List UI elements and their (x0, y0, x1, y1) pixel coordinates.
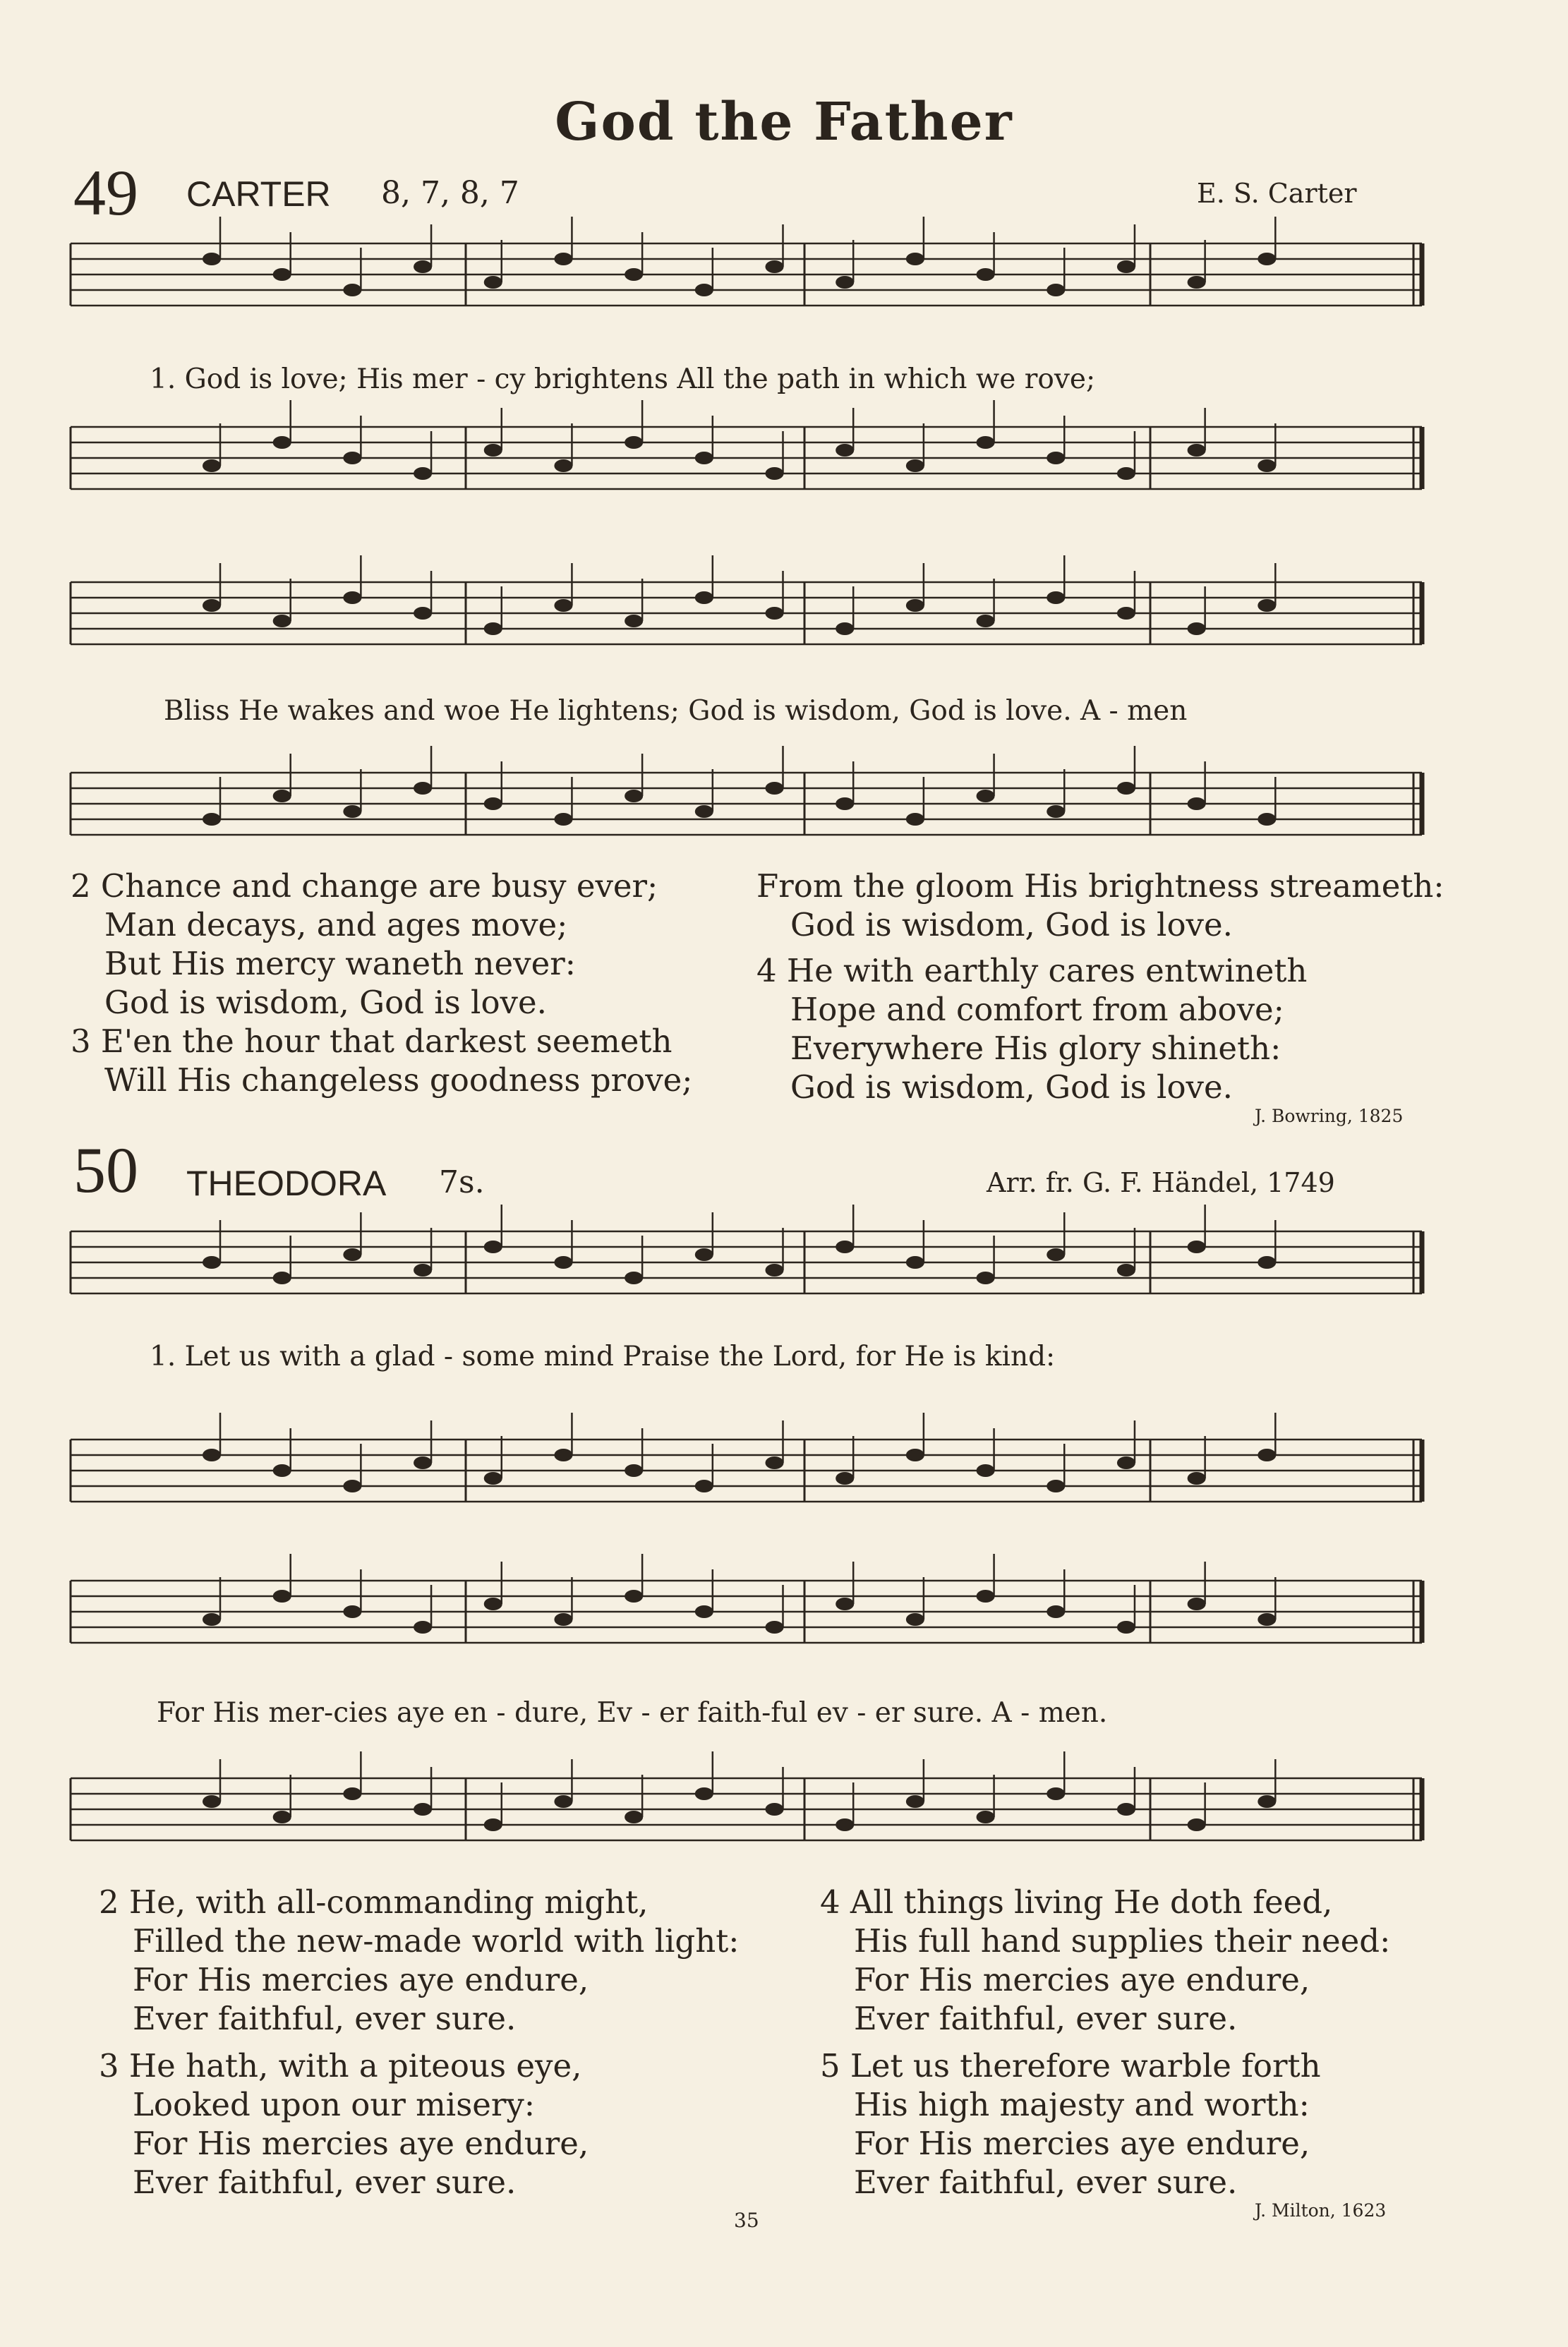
note-head (695, 1787, 713, 1800)
stanza-line: His high majesty and worth: (854, 2086, 1310, 2123)
note-head (554, 1795, 572, 1808)
note-head (625, 268, 643, 281)
note-head (1258, 253, 1276, 265)
note-head (906, 1256, 924, 1269)
stanza-line: God is wisdom, God is love. (104, 984, 547, 1021)
note-head (1117, 260, 1135, 273)
note-head (766, 467, 784, 480)
note-head (906, 599, 924, 612)
note-head (1047, 1480, 1065, 1492)
note-head (766, 1803, 784, 1816)
hymn-50-lyrics-line-1: 1. Let us with a glad - some mind Praise the Lord, for He is kind: (150, 1341, 1056, 1372)
hymn-49-verse-col-2 (756, 867, 1445, 1106)
note-head (1258, 599, 1276, 612)
note-head (906, 813, 924, 826)
hymn-49-bass-staff-1 (71, 427, 1422, 492)
note-head (977, 790, 995, 802)
note-head (836, 1598, 854, 1610)
note-head (695, 452, 713, 464)
note-head (836, 797, 854, 810)
hymn-50-author: J. Milton, 1623 (1255, 2200, 1387, 2221)
note-head (625, 790, 643, 802)
note-head (695, 1480, 713, 1492)
stanza-line: His full hand supplies their need: (854, 1922, 1391, 1960)
hymn-50-verse-col-2 (820, 1883, 1390, 2202)
note-head (1117, 1621, 1135, 1634)
stanza-line: For His mercies aye endure, (854, 1961, 1310, 1998)
note-head (1117, 1803, 1135, 1816)
note-head (554, 253, 572, 265)
stanza-line: From the gloom His brightness streameth: (756, 867, 1445, 905)
note-head (203, 813, 221, 826)
note-head (1117, 1456, 1135, 1469)
note-head (766, 1456, 784, 1469)
note-head (1258, 813, 1276, 826)
note-head (343, 284, 361, 296)
note-head (343, 1480, 361, 1492)
note-head (906, 253, 924, 265)
note-head (625, 1464, 643, 1477)
note-head (1188, 797, 1206, 810)
note-head (977, 615, 995, 627)
note-head (1188, 444, 1206, 457)
note-head (273, 436, 291, 449)
note-head (484, 444, 502, 457)
hymn-50-meter: 7s. (439, 1164, 485, 1200)
stanza-line: Will His changeless goodness prove; (104, 1061, 693, 1099)
note-head (484, 1472, 502, 1485)
note-head (554, 459, 572, 472)
note-head (273, 615, 291, 627)
note-head (906, 1449, 924, 1461)
stanza-line: Ever faithful, ever sure. (854, 2000, 1238, 2037)
note-head (554, 1613, 572, 1626)
hymn-50-bass-staff-1 (71, 1440, 1422, 1504)
note-head (1117, 467, 1135, 480)
note-head (414, 1456, 432, 1469)
hymn-49-lyrics-line-1: 1. God is love; His mer - cy brightens All the path in which we rove; (150, 363, 1096, 395)
stanza-line: But His mercy waneth never: (104, 945, 576, 982)
hymn-49-meter: 8, 7, 8, 7 (381, 175, 519, 211)
note-head (484, 1598, 502, 1610)
note-head (906, 1795, 924, 1808)
note-head (1047, 1248, 1065, 1261)
note-head (1047, 1605, 1065, 1618)
hymn-50-number: 50 (73, 1134, 138, 1206)
note-head (1047, 1787, 1065, 1800)
note-head (203, 599, 221, 612)
note-head (977, 436, 995, 449)
note-head (625, 436, 643, 449)
note-head (1047, 452, 1065, 464)
stanza-line: 3 E'en the hour that darkest seemeth (71, 1022, 673, 1060)
note-head (203, 1256, 221, 1269)
hymn-49-verse-col-1 (71, 867, 692, 1099)
note-head (414, 467, 432, 480)
note-head (414, 1621, 432, 1634)
note-head (977, 1590, 995, 1603)
note-head (766, 607, 784, 620)
note-head (1047, 284, 1065, 296)
note-head (695, 1605, 713, 1618)
hymn-49-treble-staff-2 (71, 582, 1422, 647)
stanza-line: 2 He, with all-commanding might, (99, 1883, 649, 1921)
note-head (1258, 1256, 1276, 1269)
hymn-49-author: J. Bowring, 1825 (1255, 1106, 1404, 1126)
note-head (625, 1272, 643, 1284)
note-head (1047, 591, 1065, 604)
note-head (273, 1272, 291, 1284)
note-head (414, 1803, 432, 1816)
note-head (766, 1621, 784, 1634)
note-head (695, 805, 713, 818)
note-head (1047, 805, 1065, 818)
note-head (203, 1449, 221, 1461)
note-head (766, 782, 784, 795)
note-head (766, 260, 784, 273)
stanza-line: 4 He with earthly cares entwineth (756, 952, 1308, 989)
hymn-50-tune-name: THEODORA (186, 1164, 387, 1203)
hymn-49-composer: E. S. Carter (1197, 178, 1357, 209)
note-head (977, 1272, 995, 1284)
note-head (906, 459, 924, 472)
stanza-line: For His mercies aye endure, (133, 1961, 589, 1998)
note-head (554, 813, 572, 826)
note-head (1188, 1818, 1206, 1831)
note-head (977, 268, 995, 281)
note-head (484, 797, 502, 810)
stanza-line: 3 He hath, with a piteous eye, (99, 2047, 582, 2084)
note-head (343, 805, 361, 818)
note-head (1258, 1795, 1276, 1808)
note-head (625, 615, 643, 627)
note-head (273, 268, 291, 281)
note-head (836, 1472, 854, 1485)
note-head (343, 452, 361, 464)
note-head (554, 1449, 572, 1461)
hymn-50-treble-staff-1 (71, 1231, 1422, 1296)
note-head (695, 1248, 713, 1261)
note-head (836, 1818, 854, 1831)
note-head (625, 1811, 643, 1823)
hymn-49-bass-staff-2 (71, 773, 1422, 838)
note-head (484, 276, 502, 289)
note-head (906, 1613, 924, 1626)
hymn-49-lyrics-line-2: Bliss He wakes and woe He lightens; God is wisdom, God is love. A - men (164, 695, 1188, 727)
note-head (203, 459, 221, 472)
stanza-line: 4 All things living He doth feed, (820, 1883, 1333, 1921)
hymn-50-bass-staff-2 (71, 1778, 1422, 1843)
note-head (977, 1464, 995, 1477)
note-head (203, 253, 221, 265)
stanza-line: 5 Let us therefore warble forth (820, 2047, 1321, 2084)
note-head (766, 1264, 784, 1277)
note-head (836, 622, 854, 635)
stanza-line: God is wisdom, God is love. (790, 1068, 1233, 1106)
note-head (1188, 1472, 1206, 1485)
note-head (203, 1795, 221, 1808)
note-head (273, 1590, 291, 1603)
note-head (273, 790, 291, 802)
note-head (1117, 782, 1135, 795)
note-head (343, 591, 361, 604)
note-head (414, 607, 432, 620)
note-head (484, 1241, 502, 1253)
note-head (484, 622, 502, 635)
note-head (414, 260, 432, 273)
stanza-line: Ever faithful, ever sure. (133, 2000, 517, 2037)
stanza-line: Everywhere His glory shineth: (790, 1030, 1281, 1067)
hymn-49-treble-staff-1 (71, 243, 1422, 308)
note-head (1117, 1264, 1135, 1277)
stanza-line: Ever faithful, ever sure. (133, 2164, 517, 2201)
note-head (484, 1818, 502, 1831)
note-head (273, 1464, 291, 1477)
stanza-line: God is wisdom, God is love. (790, 906, 1233, 943)
note-head (836, 276, 854, 289)
note-head (414, 782, 432, 795)
note-head (695, 591, 713, 604)
page-title: God the Father (555, 92, 1013, 152)
note-head (1258, 1449, 1276, 1461)
note-head (1188, 1241, 1206, 1253)
stanza-line: Hope and comfort from above; (790, 991, 1284, 1028)
stanza-line: For His mercies aye endure, (133, 2125, 589, 2162)
note-head (1188, 1598, 1206, 1610)
note-head (836, 1241, 854, 1253)
hymn-49-number: 49 (73, 157, 138, 229)
note-head (695, 284, 713, 296)
note-head (1188, 622, 1206, 635)
note-head (1258, 1613, 1276, 1626)
hymn-50-verse-col-1 (99, 1883, 739, 2202)
note-head (1258, 459, 1276, 472)
note-head (977, 1811, 995, 1823)
note-head (273, 1811, 291, 1823)
hymn-49-tune-name: CARTER (186, 174, 331, 214)
note-head (554, 1256, 572, 1269)
hymn-50-treble-staff-2 (71, 1581, 1422, 1646)
note-head (1188, 276, 1206, 289)
note-head (836, 444, 854, 457)
note-head (343, 1605, 361, 1618)
note-head (625, 1590, 643, 1603)
hymn-50-lyrics-line-2: For His mer-cies aye en - dure, Ev - er faith-ful ev - er sure. A - men. (157, 1697, 1108, 1729)
hymn-50-composer: Arr. fr. G. F. Händel, 1749 (987, 1167, 1335, 1198)
stanza-line: 2 Chance and change are busy ever; (71, 867, 658, 905)
stanza-line: Man decays, and ages move; (104, 906, 568, 943)
stanza-line: For His mercies aye endure, (854, 2125, 1310, 2162)
stanza-line: Looked upon our misery: (133, 2086, 536, 2123)
stanza-line: Filled the new-made world with light: (133, 1922, 740, 1960)
note-head (414, 1264, 432, 1277)
note-head (1117, 607, 1135, 620)
page-number: 35 (734, 2209, 759, 2232)
stanza-line: Ever faithful, ever sure. (854, 2164, 1238, 2201)
note-head (343, 1248, 361, 1261)
note-head (554, 599, 572, 612)
note-head (343, 1787, 361, 1800)
note-head (203, 1613, 221, 1626)
